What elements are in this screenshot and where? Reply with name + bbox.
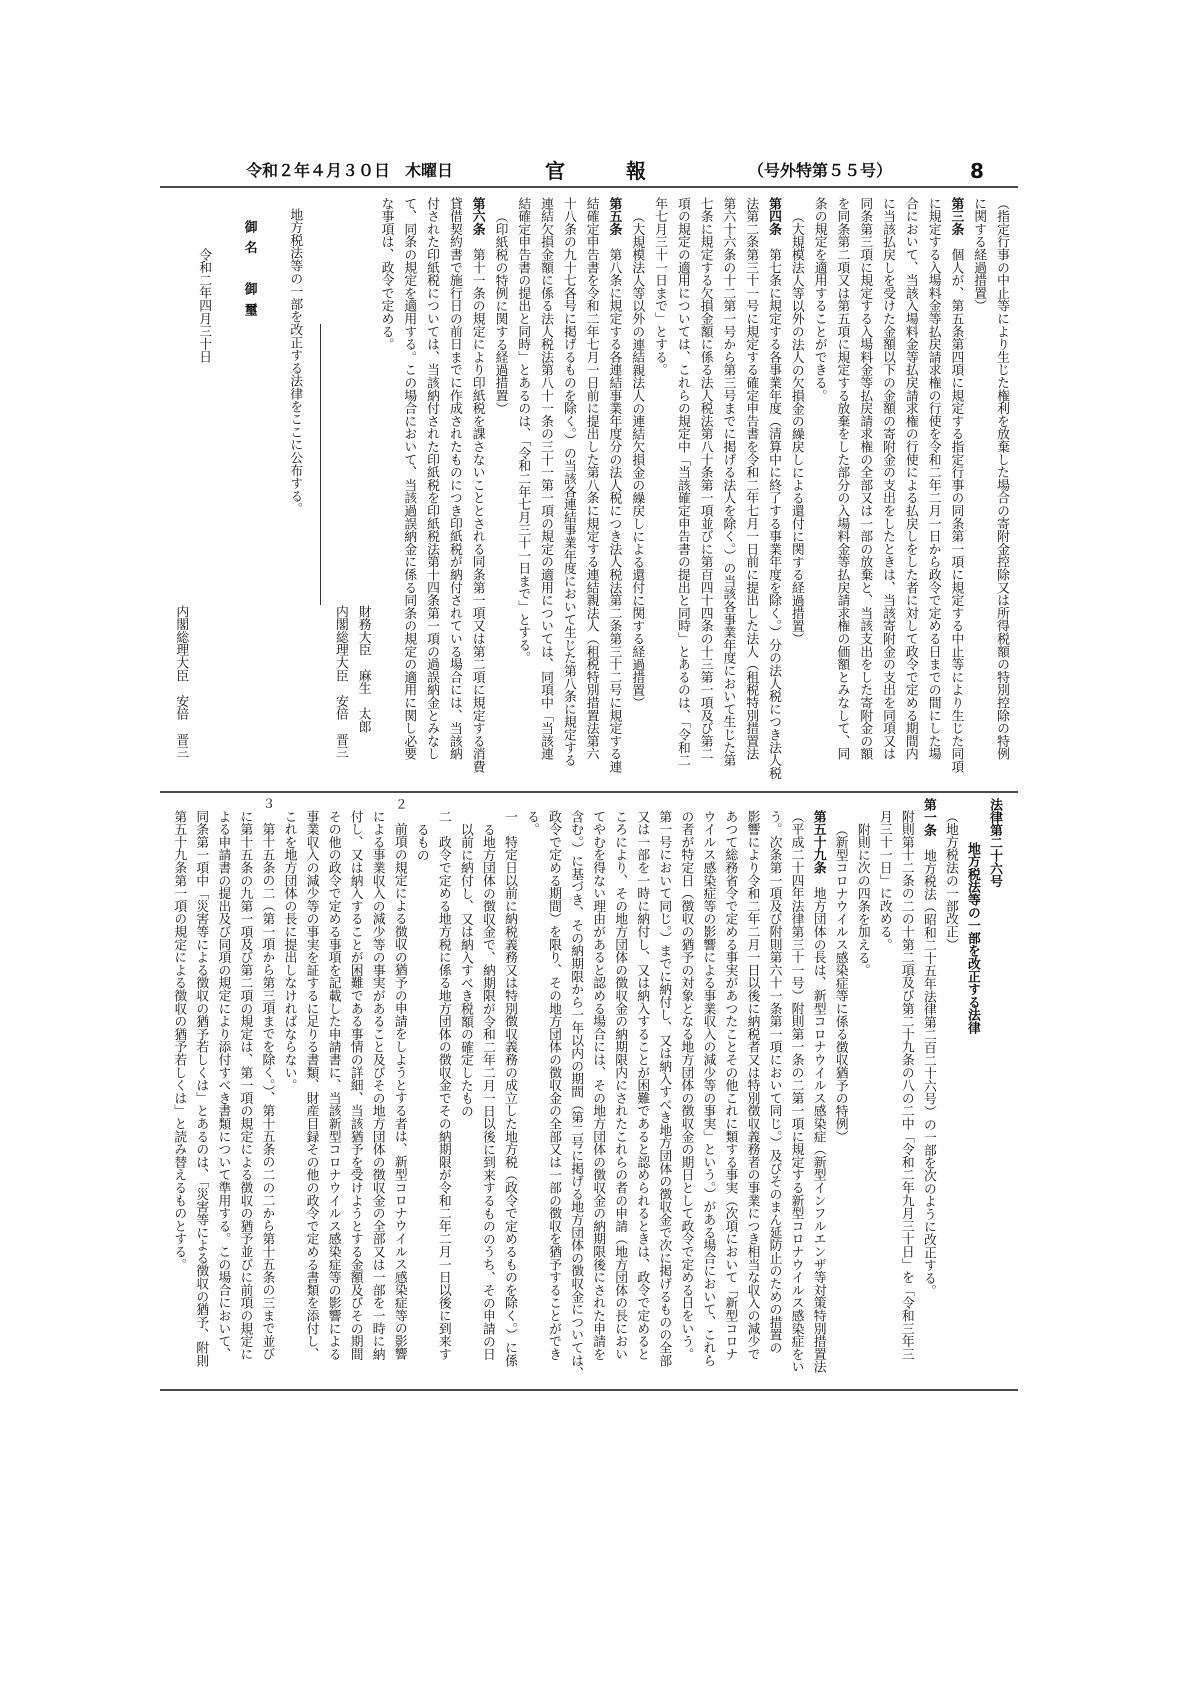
text-line: 附則に次の四条を加える。 (854, 822, 870, 977)
lower-text-block (167, 797, 1005, 1390)
header-weekday: 木曜日 (405, 161, 454, 180)
text-line: う。次条第一項及び附則第六十一条第一項において同じ。）及びそのまん延防止のための措置の (766, 810, 782, 1354)
promulgation-date: 令和二年四月三十日 (196, 248, 212, 364)
section-divider (160, 791, 1018, 793)
article-line (761, 197, 784, 787)
header-title-po: 報 (626, 159, 646, 183)
text-line: 年七月三十一日まで」とする。 (652, 197, 668, 377)
upper-text-block (169, 197, 1012, 787)
header-divider (160, 186, 1018, 188)
text-line: 第一号において同じ。）までに納付し、又は納入すべき地方団体の徴収金で次に掲げるものの全部 (656, 810, 672, 1367)
text-line: 連結欠損金額に係る法人税法第八十一条の三十一第一項の規定の適用については、同項中「当該連 (538, 197, 554, 761)
text-line: 項の規定の適用については、これらの規定中「当該確定申告書の提出と同時」とあるのは、「令和二 (674, 197, 690, 767)
text-line: （平成二十四年法律第三十一号）附則第一条の二第一項に規定する新型コロナウイルス感染症をい (788, 810, 804, 1374)
article-label: 第五条 (606, 197, 622, 236)
text-line: 影響により令和二年二月一日以後に納税者又は特別徴収義務者の事業につき相当な収入の減少で (744, 810, 760, 1361)
signature-finance-minister: 財務大臣 麻生 太郎 (355, 605, 371, 733)
text-line: 政令で定める期間）を限り、その地方団体の徴収金の全部又は一部の徴収を猶予することができ (546, 810, 562, 1361)
spacer (260, 197, 283, 787)
text-line: 以前に納付し、又は納入すべき税額の確定したもの (457, 822, 473, 1118)
text-line: 同条第三項に規定する入場料金等払戻請求権の全部又は一部の放棄と、当該支出をした寄附金の額 (857, 197, 873, 761)
article-text: 第十一条の規定により印紙税を課さないこととされる同条第一項又は第二項に規定する消費 (469, 235, 485, 774)
section-heading: （大規模法人等以外の連結親法人の連結欠損金の繰戻しによる還付に関する経過措置） (629, 209, 645, 709)
text-line: 結確定申告書を令和二年七月一日前に提出した第八条に規定する連結親法人（租税特別措置法第六 (583, 197, 599, 761)
header-date: 令和２年４月３０日 (246, 161, 391, 180)
article-label: 第四条 (766, 197, 782, 236)
text-line: 第五十九条第一項の規定による徴収の猶予若しくは」と読み替えるものとする。 (171, 810, 187, 1271)
text-line: に規定する入場料金等払戻請求権の行使を令和二年二月一日から政令で定める日までの間にした場 (925, 197, 941, 761)
text-line: 貸借契約書で施行日の前日までに作成されたものにつき印紙税が納付されている場合には、当該納 (446, 197, 462, 761)
article-text: 地方税法（昭和二十五年法律第二百二十六号）の一部を次のように改正する。 (920, 836, 936, 1298)
article-text: 第八条に規定する各連結事業年度分の法人税につき法人税法第二条第三十二号に規定する連 (606, 235, 622, 774)
section-heading: （指定行事の中止等により生じた権利を放棄した場合の寄附金控除又は所得税額の特別控除の特例 (994, 197, 1009, 761)
text-line: 条の規定を適用することができる。 (811, 197, 827, 402)
text-line: 結確定申告書の提出と同時」とあるのは、「令和二年七月三十一日まで」とする。 (515, 197, 531, 665)
text-line: 含む。）に基づき、その納期限から一年以内の期間（第二号に掲げる地方団体の徴収金については、 (568, 810, 584, 1380)
signature-prime-minister: 内閣総理大臣 安倍 晋三 (332, 605, 348, 759)
article-label: 第六条 (469, 197, 485, 236)
article-line (917, 798, 939, 1390)
text-line: これを地方団体の長に提出しなければならない。 (281, 810, 297, 1092)
text-line: 合において、当該入場料金等払戻請求権の行使による払戻しをした者に対して政令で定める期間内 (902, 197, 918, 761)
text-line: 付された印紙税については、当該納付された印紙税を印紙税法第十四条第一項の過誤納金とみなし (424, 197, 440, 761)
text-line: 七条に規定する欠損金額に係る法人税法第八十条第一項並びに第百四十四条の十三第一項及び第二 (697, 197, 713, 761)
paragraph-line: ２ 前項の規定による徴収の猶予の申請をしようとする者は、新型コロナウイルス感染症等の影響 (391, 797, 407, 1361)
text-line: よる申請書の提出及び同項の規定により添付すべき書類について準用する。この場合において、 (215, 810, 231, 1361)
text-line: に第十五条の九第一項及び第二項の規定は、第一項の規定による徴収の猶予並びに前項の規定に (237, 810, 253, 1361)
text-line: るもの (413, 822, 429, 862)
text-line: を同条第二項又は第五項に規定する放棄をした部分の入場料金等払戻請求権の価額とみなして、同 (834, 197, 850, 761)
header-title-kan: 官 (545, 159, 565, 183)
spacer (305, 197, 328, 787)
article-line (465, 197, 488, 787)
text-line: に当該払戻しを受けた金額以下の金額の寄附金の支出をしたときは、当該寄附金の支出を同項又は (880, 197, 896, 761)
text-line: る地方団体の徴収金で、納期限が令和二年二月一日以後に到来するもののうち、その申請の日 (479, 822, 495, 1361)
text-line: 事業収入の減少等の事実を証するに足りる書類、財産目録その他の政令で定める書類を添付し、 (303, 810, 319, 1361)
text-line: 月三十一日」に改める。 (876, 810, 892, 951)
text-line: による事業収入の減少等の事実があること及びその地方団体の徴収金の全部又は一部を一時に納 (369, 810, 385, 1361)
page-number: 8 (970, 159, 984, 183)
text-line: てやむを得ない理由があると認める場合には、その地方団体の徴収金の納期限後にされた申請を (590, 810, 606, 1361)
article-label: 第一条 (920, 798, 936, 837)
article-label: 第五十九条 (810, 810, 826, 874)
text-line: な事項は、政令で定める。 (378, 197, 394, 351)
section-heading: （印紙税の特例に関する経過措置） (492, 209, 508, 415)
article-line (602, 197, 625, 787)
text-line: て、同条の規定を適用する。この場合において、当該過誤納金に係る同条の規定の適用に関し必要 (401, 197, 417, 761)
article-text: 地方団体の長は、新型コロナウイルス感染症（新型インフルエンザ等対策特別措置法 (810, 874, 826, 1374)
text-line: 又は一部を一時に納付し、又は納入することが困難であると認められるときは、政令で定めると (634, 810, 650, 1361)
law-title: 地方税法等の一部を改正する法律 (964, 842, 980, 1034)
section-heading: （新型コロナウイルス感染症等に係る徴収猶予の特例） (832, 822, 848, 1143)
text-line: 法第二条第三十一号に規定する確定申告書を令和二年七月一日前に提出した法人（租税特別措置法 (743, 197, 759, 761)
spacer (214, 197, 237, 787)
article-text: 個人が、第五条第四項に規定する指定行事の同条第一項に規定する中止等により生じた同項 (948, 235, 964, 774)
header-issue-number: （号外特第５５号） (748, 161, 893, 180)
text-line: の者が特定日（徴収の猶予の対象となる地方団体の徴収金の期日として政令で定める日をいう。 (678, 810, 694, 1361)
text-line: 付し、又は納入することが困難である事情の詳細、当該猶予を受けようとする金額及びその期間 (347, 810, 363, 1361)
item-line: 一 特定日以前に納税義務又は特別徴収義務の成立した地方税（政令で定めるものを除く。）に係 (501, 810, 517, 1367)
section-heading: （地方税法の一部改正） (942, 810, 958, 951)
law-number: 法律第二十六号 (987, 798, 1002, 888)
promulgation-statement: 地方税法等の一部を改正する法律をここに公布する。 (287, 208, 303, 516)
article-line (807, 810, 829, 1390)
text-line: る。 (524, 810, 540, 836)
paragraph-line: ３ 第十五条の二（第一項から第三項までを除く。）、第十五条の二の二から第十五条の三まで並び (259, 797, 275, 1361)
text-line: その他の政令で定める事項を記載した申請書に、当該新型コロナウイルス感染症等の影響による (325, 810, 341, 1361)
section-heading: （大規模法人等以外の法人の欠損金の繰戻しによる還付に関する経過措置） (788, 209, 804, 645)
article-label: 第三条 (948, 197, 964, 236)
text-line: あつて総務省令で定める事実があつたことその他これに類する事実（次項において「新型コロナ (722, 810, 738, 1361)
item-line: 二 政令で定める地方税に係る地方団体の徴収金でその納期限が令和二年二月一日以後に到来す (435, 810, 451, 1361)
imperial-seal-text: 御名 御璽 (241, 220, 257, 324)
text-line: 十八条の九十七各号に掲げるものを除く。）の当該各連結事業年度において生じた第八条に規定する (560, 197, 576, 767)
text-line: ウイルス感染症等の影響による事業収入の減少等の事実」という。）がある場合において、これら (700, 810, 716, 1367)
text-line: 附則第十二条の二の十第二項及び第二十九条の八の二中「令和二年九月三十日」を「令和三年三 (898, 810, 914, 1361)
promulgation-signature: 内閣総理大臣 安倍 晋三 (173, 605, 189, 759)
article-text: 第七条に規定する各事業年度（清算中に終了する事業年度を除く。）分の法人税につき法人税 (766, 235, 782, 780)
text-line: ころにより、その地方団体の徴収金の納期限内にされたこれらの者の申請（地方団体の長におい (612, 810, 628, 1361)
text-line: 同条第一項中「災害等による徴収の猶予若しくは」とあるのは、「災害等による徴収の猶予、附則 (193, 810, 209, 1367)
article-line (944, 197, 967, 787)
section-heading: に関する経過措置） (971, 197, 987, 313)
text-line: 第六十六条の十二第一号から第三号までに掲げる法人を除く。）の当該各事業年度において生じた第 (720, 197, 736, 767)
